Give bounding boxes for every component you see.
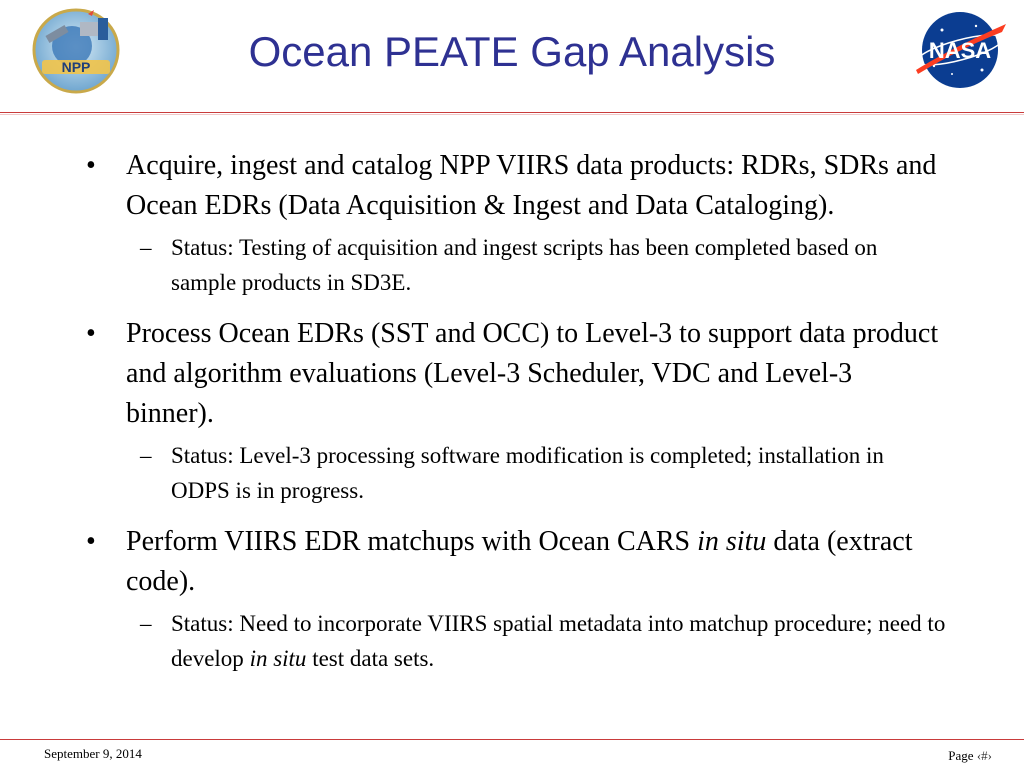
- bullet-glyph: •: [86, 150, 96, 181]
- sub-bullet-text-start: Status: Need to incorporate VIIRS spatial metadata into matchup procedure; need to develop: [171, 611, 946, 671]
- bullet-text: Acquire, ingest and catalog NPP VIIRS data products: RDRs, SDRs and Ocean EDRs (Data Acquisition & Ingest and Data Cataloging).: [126, 150, 937, 221]
- sub-bullet-text: Status: Level-3 processing software modification is completed; installation in ODPS is in progress.: [171, 443, 884, 503]
- slide-body: [86, 146, 946, 690]
- nasa-logo-icon: [912, 8, 1008, 92]
- nasa-logo-text: NASA: [928, 38, 992, 63]
- header-divider-shadow: [0, 114, 1024, 115]
- bullet-text: Process Ocean EDRs (SST and OCC) to Level-3 to support data product and algorithm evaluations (Level-3 Scheduler, VDC and Level-3 binner).: [126, 318, 939, 429]
- bullet-item: [86, 522, 946, 602]
- sub-bullet-item: [86, 230, 946, 300]
- footer-page-label: Page: [948, 748, 974, 763]
- sub-bullet-item: [86, 606, 946, 676]
- bullet-glyph: •: [86, 526, 96, 557]
- sub-bullet-text-italic: in situ: [249, 646, 307, 671]
- bullet-text-end: data (extract code).: [126, 526, 913, 597]
- npp-logo-text: NPP: [61, 59, 91, 75]
- sub-bullet-glyph: –: [140, 235, 152, 260]
- footer-page-value: ‹#›: [976, 748, 992, 763]
- footer-date: September 9, 2014: [44, 746, 142, 761]
- bullet-text-italic: in situ: [697, 526, 767, 557]
- bullet-item: [86, 146, 946, 226]
- header-divider: [0, 112, 1024, 113]
- sub-bullet-glyph: –: [140, 611, 152, 636]
- bullet-text-start: Perform VIIRS EDR matchups with Ocean CARS: [126, 526, 698, 557]
- footer-divider: [0, 739, 1024, 740]
- sub-bullet-item: [86, 438, 946, 508]
- bullet-glyph: •: [86, 318, 96, 349]
- footer-page-number: [948, 748, 992, 764]
- sub-bullet-text: Status: Testing of acquisition and ingest scripts has been completed based on sample products in SD3E.: [171, 235, 878, 295]
- slide-header: [0, 0, 1024, 112]
- slide-title: Ocean PEATE Gap Analysis: [248, 28, 776, 75]
- sub-bullet-glyph: –: [140, 443, 152, 468]
- sub-bullet-text-end: test data sets.: [306, 646, 435, 671]
- bullet-item: [86, 314, 946, 434]
